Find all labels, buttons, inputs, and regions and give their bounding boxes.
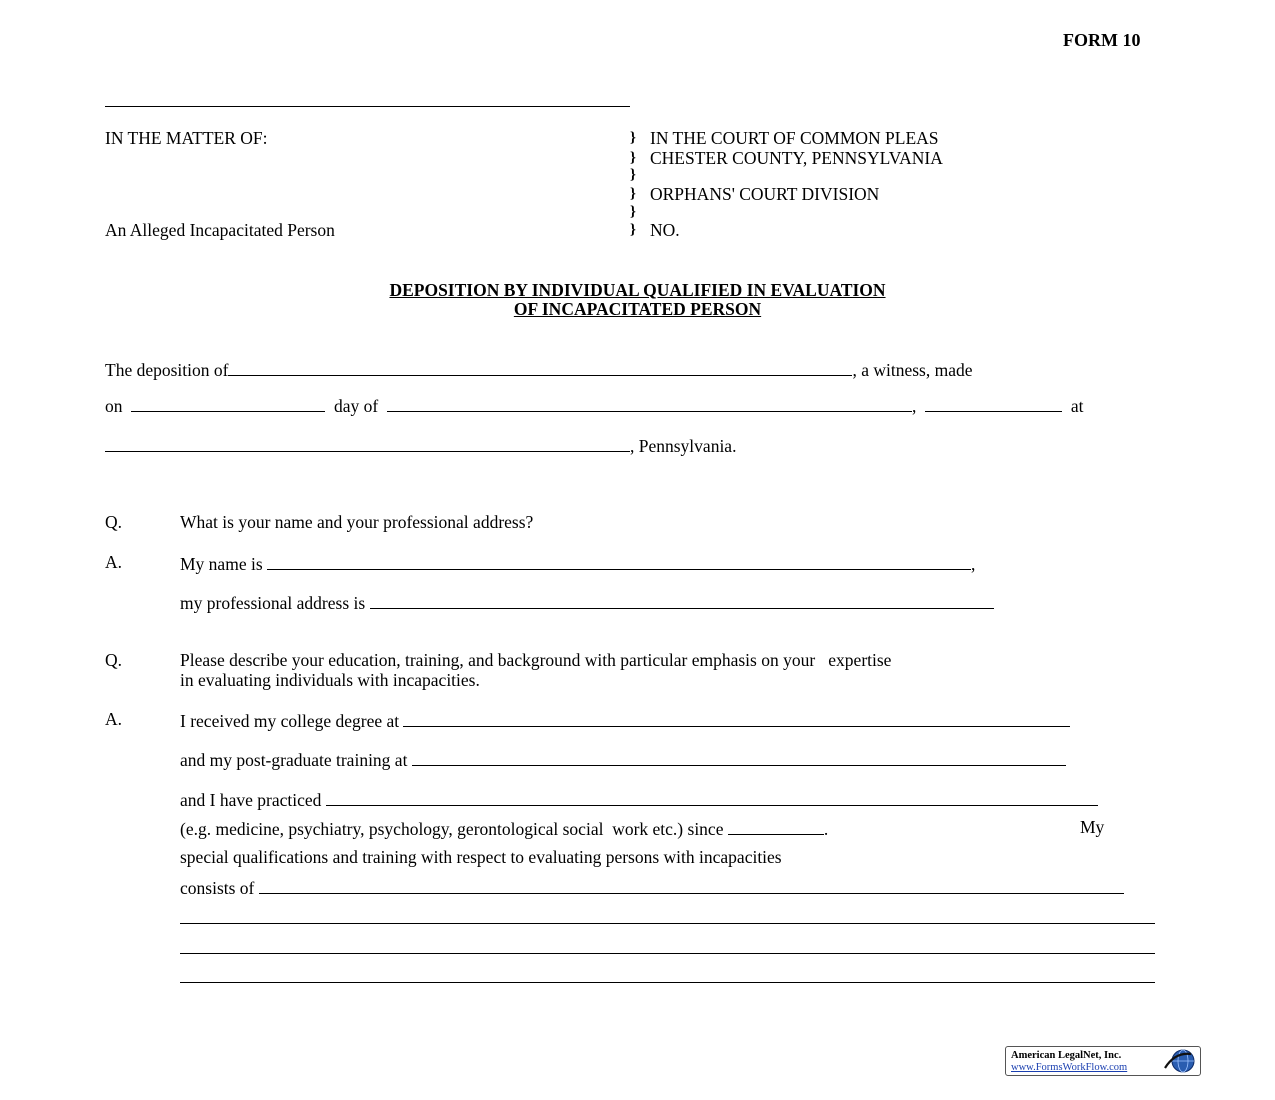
day-blank[interactable] (131, 396, 325, 412)
court-division: ORPHANS' COURT DIVISION (650, 184, 880, 204)
form-number: FORM 10 (1063, 30, 1141, 50)
document-title-line1: DEPOSITION BY INDIVIDUAL QUALIFIED IN EVALUATION (389, 280, 886, 300)
question-2-line2: in evaluating individuals with incapacities. (180, 670, 480, 690)
college-label: I received my college degree at (180, 711, 400, 731)
question-2-line1: Please describe your education, training, and background with particular emphasis on your expertise (180, 650, 892, 670)
matter-label: IN THE MATTER OF: (105, 128, 268, 148)
my-label: My (1080, 817, 1105, 837)
company-url[interactable]: www.FormsWorkFlow.com (1011, 1062, 1128, 1073)
college-blank[interactable] (403, 711, 1070, 727)
since-year-blank[interactable] (728, 819, 824, 835)
caption-separator: } (630, 204, 636, 220)
college-line (180, 711, 1070, 731)
caption-top-rule (105, 106, 630, 107)
caption-separator: } (630, 167, 636, 183)
practice-field-blank[interactable] (326, 790, 1098, 806)
deposition-line (105, 360, 973, 380)
caption-separator: } (630, 150, 636, 166)
day-of-label: day of (334, 396, 379, 416)
name-blank[interactable] (267, 554, 971, 570)
date-line (105, 396, 1084, 416)
pennsylvania-label: , Pennsylvania. (630, 436, 737, 456)
name-label: My name is (180, 554, 263, 574)
on-label: on (105, 396, 123, 416)
example-fields-label: (e.g. medicine, psychiatry, psychology, gerontological social work etc.) since (180, 819, 724, 839)
qualifications-blank-line[interactable] (180, 923, 1155, 924)
alleged-person-label: An Alleged Incapacitated Person (105, 220, 335, 240)
consists-line (180, 878, 1124, 898)
a-marker: A. (105, 552, 123, 572)
since-period: . (823, 819, 829, 839)
caption-separator: } (630, 186, 636, 202)
year-blank[interactable] (925, 396, 1062, 412)
month-blank[interactable] (387, 396, 912, 412)
q-marker: Q. (105, 512, 123, 532)
caption-separator: } (630, 222, 636, 238)
a-marker: A. (105, 709, 123, 729)
location-line (105, 436, 736, 456)
witness-name-blank[interactable] (228, 360, 852, 376)
globe-logo-icon (1161, 1048, 1197, 1074)
legalnet-badge[interactable] (1005, 1046, 1201, 1076)
qualifications-blank[interactable] (259, 878, 1124, 894)
address-blank[interactable] (370, 593, 994, 609)
at-label: at (1070, 396, 1084, 416)
court-name: IN THE COURT OF COMMON PLEAS (650, 128, 939, 148)
name-comma: , (971, 554, 976, 574)
case-number-label: NO. (650, 220, 680, 240)
court-county: CHESTER COUNTY, PENNSYLVANIA (650, 148, 943, 168)
caption-separator: } (630, 130, 636, 146)
since-line (180, 819, 828, 839)
company-name: American LegalNet, Inc. (1011, 1050, 1122, 1061)
consists-of-label: consists of (180, 878, 255, 898)
deposition-of-label: The deposition of (105, 360, 229, 380)
q-marker: Q. (105, 650, 123, 670)
question-1: What is your name and your professional address? (180, 512, 534, 532)
name-answer-line (180, 554, 975, 574)
postgrad-blank[interactable] (412, 750, 1066, 766)
comma-label: , (911, 396, 917, 416)
document-title-line2: OF INCAPACITATED PERSON (513, 299, 762, 319)
postgrad-line (180, 750, 1066, 770)
address-answer-line (180, 593, 994, 613)
practiced-label: and I have practiced (180, 790, 322, 810)
qualifications-blank-line[interactable] (180, 953, 1155, 954)
location-blank[interactable] (105, 436, 630, 452)
address-label: my professional address is (180, 593, 366, 613)
witness-made-label: , a witness, made (852, 360, 973, 380)
practiced-line (180, 790, 1098, 810)
qualifications-blank-line[interactable] (180, 982, 1155, 983)
postgrad-label: and my post-graduate training at (180, 750, 408, 770)
special-qualifications-text: special qualifications and training with respect to evaluating persons with incapacities (180, 847, 782, 867)
